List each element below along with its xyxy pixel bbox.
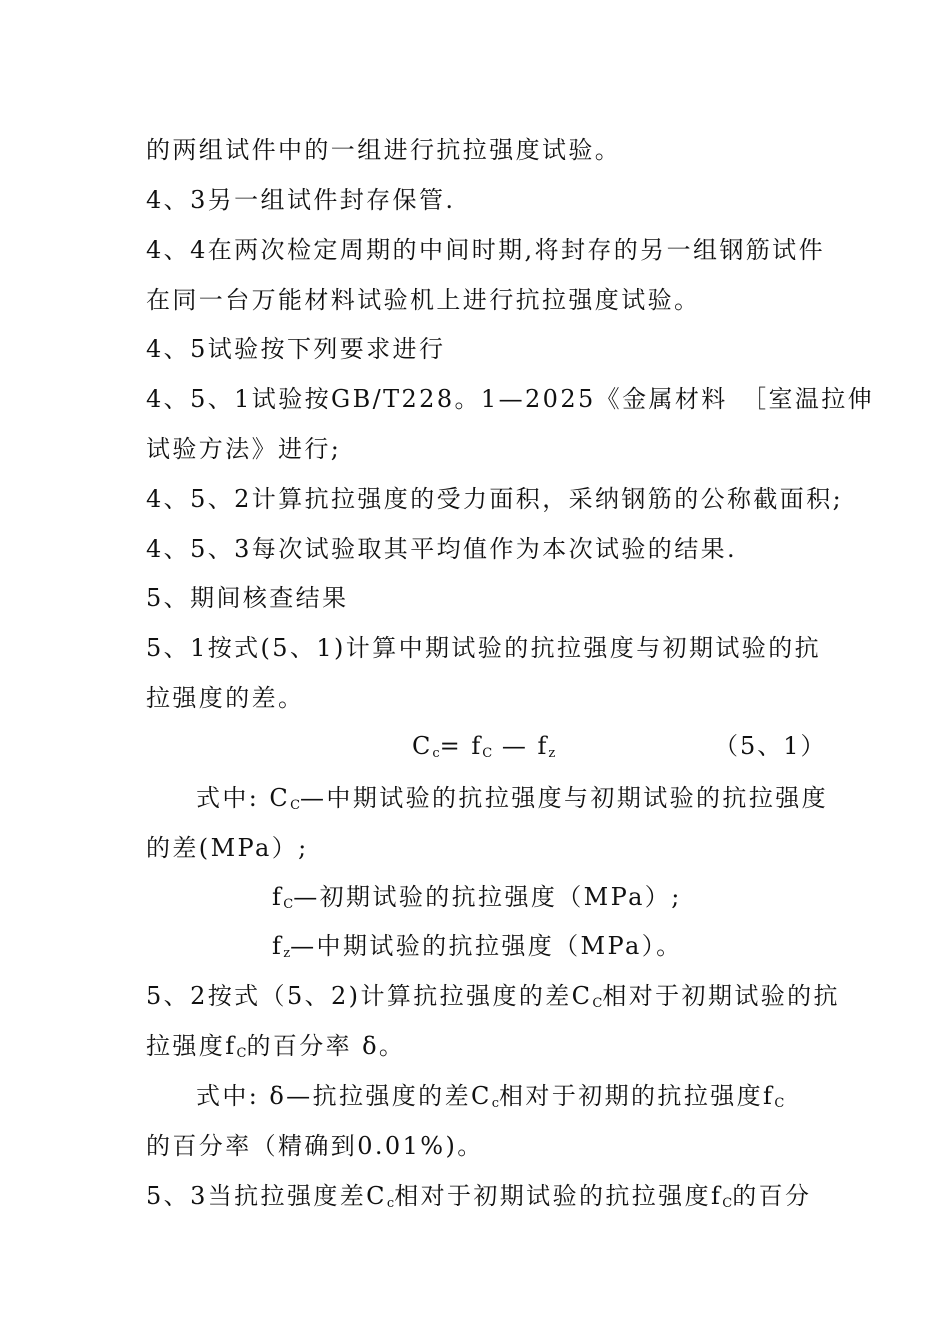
text-line: 5、期间核查结果 (146, 584, 349, 612)
equation-minus: — f (501, 732, 549, 760)
text-line: 5、3当抗拉强度差$C_c$相对于初期试验的抗拉强度$f_C$的百分 (146, 1182, 812, 1211)
text-line: 拉强度的差。 (146, 684, 305, 712)
text-line: 试验方法》进行; (146, 435, 342, 463)
where-line: 式中: $C_C—$中期试验的抗拉强度与初期试验的抗拉强度 (196, 784, 829, 813)
text-line: 5、2按式（5、2)计算抗拉强度的差$C_C$相对于初期试验的抗 (146, 982, 840, 1011)
equation-lhs: C (412, 732, 433, 760)
text-line: 4、3另一组试件封存保管. (146, 186, 456, 214)
where-line: 的差(MPa）; (146, 834, 309, 862)
where-line: 式中: δ—抗拉强度的差$C_c$相对于初期的抗拉强度$f_C$ (196, 1082, 785, 1111)
text-line: 4、5试验按下列要求进行 (146, 335, 446, 363)
text-line: 4、5、1试验按GB/T228。1—2025《金属材料 ［室温拉伸 (146, 385, 875, 413)
equation (412, 726, 555, 766)
text-line: 拉强度$f_C$的百分率 δ。 (146, 1032, 406, 1061)
equation-eq: = f (439, 732, 483, 760)
text-line: 4、4在两次检定周期的中间时期,将封存的另一组钢筋试件 (146, 236, 825, 264)
where-line: $f_z—$中期试验的抗拉强度（MPa）。 (272, 932, 683, 961)
equation-f1-sub: C (482, 746, 493, 761)
where-line: $f_C—$初期试验的抗拉强度（MPa）; (272, 883, 682, 912)
equation-f2-sub: z (548, 746, 556, 761)
equation-lhs-sub: c (432, 746, 440, 761)
text-line: 在同一台万能材料试验机上进行抗拉强度试验。 (146, 286, 701, 314)
text-line: 5、1按式(5、1)计算中期试验的抗拉强度与初期试验的抗 (146, 634, 822, 662)
equation-number: （5、1） (714, 732, 827, 760)
text-line: 的两组试件中的一组进行抗拉强度试验。 (146, 136, 622, 164)
text-line: 4、5、2计算抗拉强度的受力面积，采纳钢筋的公称截面积; (146, 485, 844, 513)
text-line: 4、5、3每次试验取其平均值作为本次试验的结果. (146, 535, 738, 563)
where-line: 的百分率（精确到0.01%)。 (146, 1132, 484, 1160)
